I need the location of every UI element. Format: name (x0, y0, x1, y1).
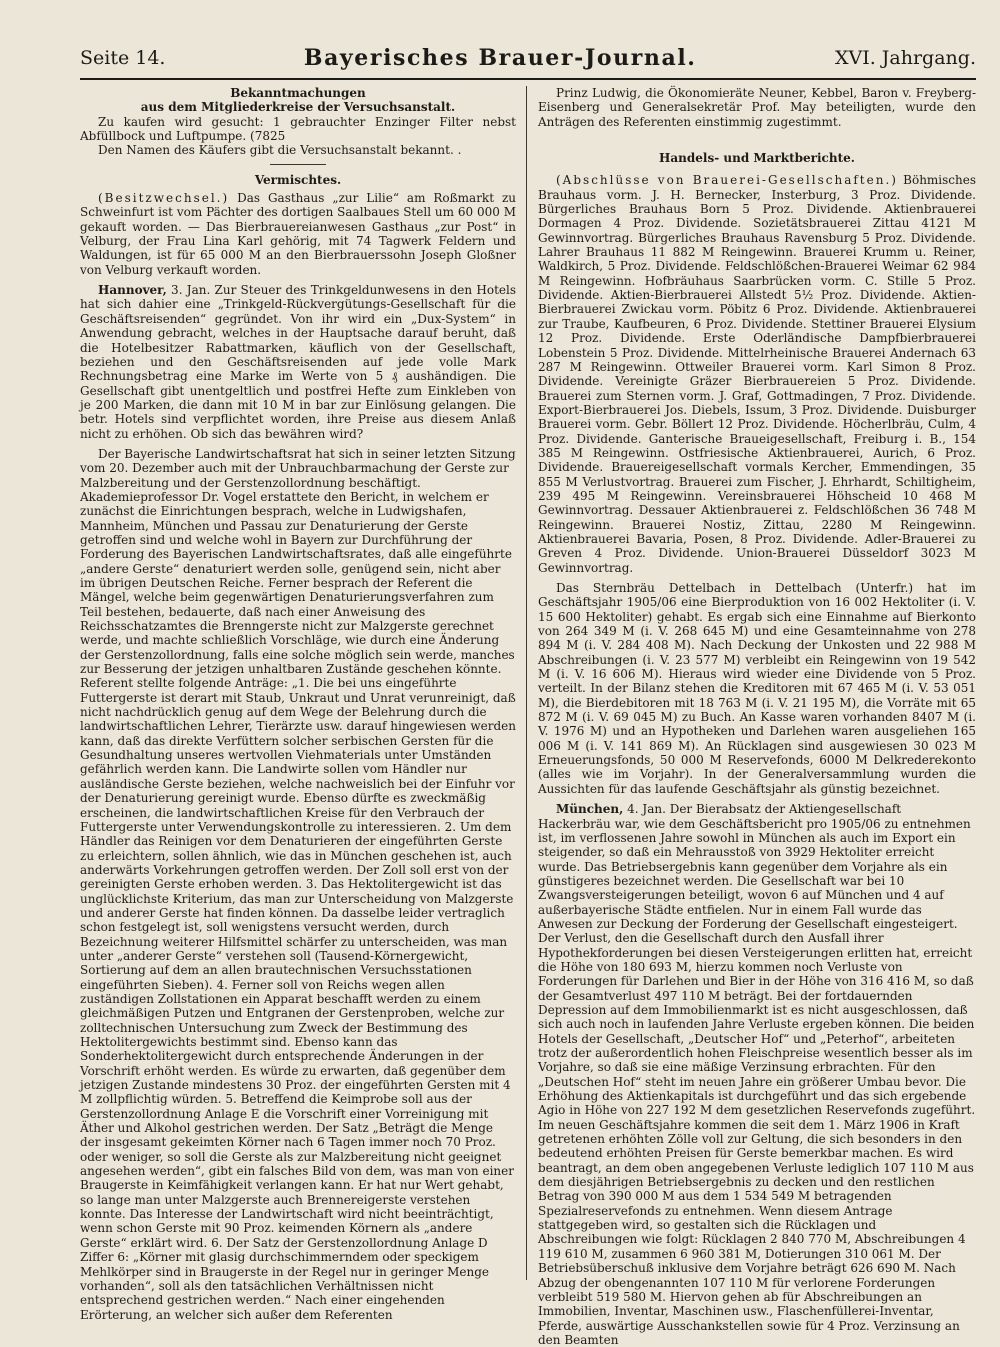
market-paragraph-1-text: Böhmisches Brauhaus vorm. J. H. Bernecker, Insterburg, 3 Proz. Dividende. Bürgerliches Brauhaus Born 5 Proz. Dividende. Aktienbrauerei Dormagen 4 Proz. Dividende. Sozietätsbrauerei Zittau 4121 M Gewinnvortrag. Bürgerliches Brauhaus Ravensburg 5 Proz. Dividende. Lahrer Brauhaus 11 882 M Reingewinn. Brauerei Krumm u. Reiner, Waldkirch, 5 Proz. Dividende. Feldschlößchen-Brauerei Weimar 62 984 M Reingewinn. Hofbräuhaus Saarbrücken vorm. C. Stille 5 Proz. Dividende. Aktien-Bierbrauerei Allstedt 5½ Proz. Dividende. Aktien-Bierbrauerei Zwickau vorm. Pöbitz 6 Proz. Dividende. Aktienbrauerei zur Traube, Kaufbeuren, 6 Proz. Dividende. Stettiner Brauerei Elysium 12 Proz. Dividende. Erste Oderländische Dampfbierbrauerei Lobenstein 5 Proz. Dividende. Mittelrheinische Brauerei Andernach 63 287 M Reingewinn. Ottweiler Brauerei vorm. Karl Simon 8 Proz. Dividende. Vereinigte Gräzer Bierbrauereien 5 Proz. Dividende. Brauerei zum Sternen vorm. J. Graf, Gottmadingen, 7 Proz. Dividende. Export-Bierbrauerei Jos. Diebels, Issum, 3 Proz. Dividende. Duisburger Brauerei vorm. Gebr. Böllert 12 Proz. Dividende. Höcherlbräu, Culm, 4 Proz. Dividende. Ganterische Braueigesellschaft, Freiburg i. B., 154 385 M Reingewinn. Ostfriesische Aktienbrauerei, Aurich, 6 Proz. Dividende. Brauereigesellschaft vormals Kercher, Emmendingen, 35 855 M Verlustvortrag. Brauerei zum Fischer, J. Ehrhardt, Schiltigheim, 239 495 M Reingewinn. Vereinsbrauerei Höhscheid 10 468 M Gewinnvortrag. Dessauer Aktienbrauerei z. Feldschlößchen 36 748 M Reingewinn. Brauerei Nostiz, Zittau, 2280 M Reingewinn. Aktienbrauerei Bavaria, Posen, 8 Proz. Dividende. Adler-Brauerei zu Greven 4 Proz. Dividende. Union-Brauerei Düsseldorf 3023 M Gewinnvortrag. (538, 173, 977, 575)
market-paragraph-1 (538, 173, 976, 575)
place-hannover: Hannover, (98, 283, 167, 298)
volume-year: XVI. Jahrgang. (834, 47, 976, 69)
market-paragraph-1-lead: (Abschlüsse von Brauerei-Gesellschaften.) (556, 173, 898, 188)
market-paragraph-3-text: 4. Jan. Der Bierabsatz der Aktiengesellschaft Hackerbräu war, wie dem Geschäftsbericht pro 1905/06 zu entnehmen ist, im verflossenen Jahre sowohl in München als auch im Export ein steigender, so daß ein Mehrausstoß von 3929 Hektoliter erreicht wurde. Das Betriebsergebnis kann gegenüber dem Vorjahre als ein günstigeres bezeichnet werden. Die Gesellschaft war bei 10 Zwangsversteigerungen beteiligt, wovon 6 auf München und 4 auf außerbayerische Städte entfielen. Nur in einem Fall wurde das Anwesen zur Deckung der Forderung der Gesellschaft eingesteigert. Der Verlust, den die Gesellschaft durch den Ausfall ihrer Hypothekforderungen bei diesen Versteigerungen erlitten hat, erreicht die Höhe von 180 693 M, hierzu kommen noch Verluste von Forderungen für Darlehen und Bier in der Höhe von 316 416 M, so daß der Gesamtverlust 497 110 M beträgt. Bei der fortdauernden Depression auf dem Immobilienmarkt ist es nicht ausgeschlossen, daß sich auch noch in laufenden Jahre Verluste ergeben können. Die beiden Hotels der Gesellschaft, „Deutscher Hof“ und „Peterhof“, arbeiteten trotz der außerordentlich hohen Fleischpreise wesentlich besser als im Vorjahre, so daß sie eine mäßige Verzinsung erbrachten. Für den „Deutschen Hof“ steht im neuen Jahre ein größerer Umbau bevor. Die Erhöhung des Aktienkapitals ist durchgeführt und das sich ergebende Agio in Höhe von 227 192 M dem gesetzlichen Reservefonds zugeführt. Im neuen Geschäftsjahre kommen die seit dem 1. März 1906 in Kraft getretenen erhöhten Zölle voll zur Geltung, die sich besonders in den bedeutend erhöhten Preisen für Gerste bemerkbar machen. Es wird beantragt, an dem oben angegebenen Verluste lediglich 107 110 M aus dem diesjährigen Betriebsergebnis zu decken und den restlichen Betrag von 390 000 M aus dem 1 534 549 M betragenden Spezialreservefonds zu entnehmen. Wenn diesem Antrage stattgegeben wird, so gestalten sich die Rücklagen und Abschreibungen wie folgt: Rücklagen 2 840 770 M, Abschreibungen 4 119 610 M, zusammen 6 960 381 M, Dotierungen 310 061 M. Der Betriebsüberschuß inklusive dem Vorjahre beträgt 626 690 M. Nach Abzug der obengenannten 107 110 M für verlorene Forderungen verbleibt 519 580 M. Hiervon gehen ab für Abschreibungen an Immobilien, Inventar, Maschinen usw., Flaschenfüllerei-Inventar, Pferde, auswärtige Ausschankstellen sowie für 4 Proz. Verzinsung an den Beamten (538, 802, 976, 1347)
misc-paragraph-1 (80, 191, 516, 277)
market-reports-heading: Handels- und Marktberichte. (659, 151, 855, 166)
market-paragraph-3 (538, 802, 976, 1347)
running-header (80, 38, 976, 78)
misc-paragraph-2 (80, 283, 516, 441)
page-number: Seite 14. (80, 47, 166, 69)
journal-title: Bayerisches Brauer-Journal. (303, 45, 697, 71)
continuation-text: Prinz Ludwig, die Ökonomieräte Neuner, Kebbel, Baron v. Freyberg-Eisenberg und Generalsekretär Prof. May beteiligten, wurde den Anträgen des Referenten einstimmig zugestimmt. (538, 86, 976, 129)
header-rule (80, 78, 976, 80)
column-divider (526, 86, 527, 1280)
right-column (538, 86, 977, 1347)
misc-paragraph-1-lead: (Besitzwechsel.) (98, 191, 230, 206)
place-muenchen: München, (556, 802, 624, 817)
misc-paragraph-3: Der Bayerische Landwirtschaftsrat hat sich in seiner letzten Sitzung vom 20. Dezember auch mit der Unbrauchbarmachung der Gerste zur Malzbereitung und der Gerstenzollordnung beschäftigt. Akademieprofessor Dr. Vogel erstattete den Bericht, in welchem er zunächst die Einrichtungen besprach, welche in Ludwigshafen, Mannheim, München und Passau zur Denaturierung der Gerste getroffen sind und welche wohl in Bayern zur Durchführung der Forderung des Bayerischen Landwirtschaftsrates, daß alle eingeführte „andere Gerste“ denaturiert werden solle, genügend sein, nicht aber im übrigen Deutschen Reiche. Ferner besprach der Referent die Mängel, welche beim gegenwärtigen Denaturierungsverfahren zum Teil bestehen, bedauerte, daß nach einer Anweisung des Reichsschatzamtes die Brenngerste nicht zur Malzgerste gerechnet werde, und machte schließlich Vorschläge, wie durch eine Änderung der Gerstenzollordnung, falls eine solche möglich sein werde, manches zur Besserung der jetzigen unhaltbaren Zustände geschehen könnte. Referent stellte folgende Anträge: „1. Die bei uns eingeführte Futtergerste ist derart mit Staub, Unkraut und Unrat verunreinigt, daß nicht nachdrücklich genug auf dem Wege der Belehrung durch die landwirtschaftlichen Lehrer, Tierärzte usw. darauf hingewiesen werden kann, daß das direkte Verfüttern solcher serbischen Gersten für die Gesundhaltung unseres wertvollen Viehmaterials unter Umständen gefährlich werden kann. Die Landwirte sollen vom Händler nur ausländische Gerste beziehen, welche nachweislich bei der Einfuhr vor der Denaturierung gereinigt wurde. Ebenso dürfte es zweckmäßig erscheinen, die landwirtschaftlichen Kreise für den Verbrauch der Futtergerste unter Verwendungskontrolle zu interessieren. 2. Um dem Händler das Reinigen vor dem Denaturieren der eingeführten Gerste zu erleichtern, sollen ähnlich, wie das in München geschehen ist, auch anderwärts Vorkehrungen getroffen werden. Der Zoll soll erst von der gereinigten Gerste erhoben werden. 3. Das Hektolitergewicht ist das unglücklichste Kriterium, das man zur Unterscheidung von Malzgerste und anderer Gerste hat finden können. Da dasselbe leider vertraglich schon festgelegt ist, soll wenigstens versucht werden, durch Bezeichnung weiterer Hilfsmittel schärfer zu unterscheiden, was man unter „anderer Gerste“ verstehen soll (Tausend-Körnergewicht, Sortierung auf dem an allen brautechnischen Versuchsstationen eingeführten Sieben). 4. Ferner soll von Reichs wegen allen zuständigen Zollstationen ein Apparat beschafft werden zu einem gleichmäßigen Putzen und Entgranen der Gerstenproben, welche zur zolltechnischen Untersuchung zum Zweck der Bestimmung des Hektolitergewichts bestimmt sind. Ebenso kann das Sonderhektolitergewicht durch entsprechende Änderungen in der Vorschrift erhöht werden. Es würde zu erwarten, daß gegenüber dem jetzigen Zustande mindestens 30 Proz. der eingeführten Gersten mit 4 M zollpflichtig würden. 5. Betreffend die Keimprobe soll aus der Gerstenzollordnung Anlage E die Vorschrift einer Vorreinigung mit Äther und Alkohol gestrichen werden. Der Satz „Beträgt die Menge der insgesamt gekeimten Körner nach 6 Tagen immer noch 70 Proz. oder weniger, so soll die Gerste als zur Malzbereitung nicht geeignet angesehen werden“, gibt ein falsches Bild von dem, was man von einer Braugerste in Keimfähigkeit verlangen kann. Er hat nur Wert gehabt, so lange man unter Malzgerste auch Brennereigerste verstehen konnte. Das Interesse der Landwirtschaft wird nicht beeinträchtigt, wenn schon Gerste mit 90 Proz. keimenden Körnern als „andere Gerste“ erklärt wird. 6. Der Satz der Gerstenzollordnung Anlage D Ziffer 6: „Körner mit glasig durchschimmerndem oder speckigem Mehlkörper sind in Braugerste in der Regel nur in geringer Menge vorhanden“, soll als den tatsächlichen Verhältnissen nicht entsprechend gestrichen werden.“ Nach einer eingehenden Erörterung, an welcher sich außer dem Referenten (80, 446, 516, 1322)
left-column (80, 86, 516, 1322)
notice-text: Zu kaufen wird gesucht: 1 gebrauchter Enzinger Filter nebst Abfüllbock und Luftpumpe. (7825 (80, 114, 516, 144)
market-paragraph-2: Das Sternbräu Dettelbach in Dettelbach (Unterfr.) hat im Geschäftsjahr 1905/06 eine Bierproduktion von 16 002 Hektoliter (i. V. 15 600 Hektoliter) gehabt. Es ergab sich eine Einnahme auf Bierkonto von 264 349 M (i. V. 268 645 M) und eine Gesamteinnahme von 278 894 M (i. V. 284 408 M). Nach Deckung der Unkosten und 22 988 M Abschreibungen (i. V. 23 577 M) verbleibt ein Reingewinn von 19 542 M (i. V. 16 606 M). Hieraus wird wieder eine Dividende von 5 Proz. verteilt. In der Bilanz stehen die Kreditoren mit 67 465 M (i. V. 53 051 M), die Bierdebitoren mit 18 763 M (i. V. 21 195 M), die Vorräte mit 65 872 M (i. V. 69 045 M) zu Buch. An Kasse waren vorhanden 8407 M (i. V. 1976 M) und an Hypotheken und Darlehen waren ausgeliehen 165 006 M (i. V. 141 869 M). An Rücklagen sind ausgewiesen 30 023 M Erneuerungsfonds, 50 000 M Reservefonds, 6000 M Delkrederekonto (alles wie im Vorjahr). In der Generalversammlung wurden die Aussichten für das laufende Geschäftsjahr als günstig bezeichnet. (538, 581, 976, 796)
announcements-heading: Bekanntmachungen (230, 86, 366, 100)
announcements-subheading: aus dem Mitgliederkreise der Versuchsanstalt. (140, 100, 456, 115)
misc-paragraph-2-text: 3. Jan. Zur Steuer des Trinkgeldunwesens in den Hotels hat sich dahier eine „Trinkgeld-Rückvergütungs-Gesellschaft für die Geschäftsreisenden“ gegründet. Von ihr wird ein „Dux-System“ in Anwendung gebracht, welches in der Hauptsache darauf beruht, daß die Hotelbesitzer Rabattmarken, käuflich von der Gesellschaft, beziehen und den Geschäftsreisenden auf jede volle Mark Rechnungsbetrag eine Marke im Werte von 5 ₰ aushändigen. Die Gesellschaft gibt unentgeltlich und postfrei Hefte zum Einkleben von je 200 Marken, die dann mit 10 M in bar zur Einlösung gelangen. Die betr. Hotels sind verpflichtet worden, ihre Preise aus diesem Anlaß nicht zu erhöhen. Ob sich das bewähren wird? (80, 283, 516, 441)
misc-paragraph-1-text: Das Gasthaus „zur Lilie“ am Roßmarkt zu Schweinfurt ist vom Pächter des dortigen Saalbaues Stell um 60 000 M gekauft worden. — Das Bierbrauereianwesen Gasthaus „zur Post“ in Velburg, der Frau Lina Karl gehörig, mit 74 Tagwerk Feldern und Waldungen, ist für 65 000 M an den Bierbrauerssohn Joseph Gloßner von Velburg verkauft worden. (80, 191, 516, 277)
misc-heading: Vermischtes. (254, 172, 342, 187)
notice-text-2: Den Namen des Käufers gibt die Versuchsanstalt bekannt. . (98, 143, 462, 158)
